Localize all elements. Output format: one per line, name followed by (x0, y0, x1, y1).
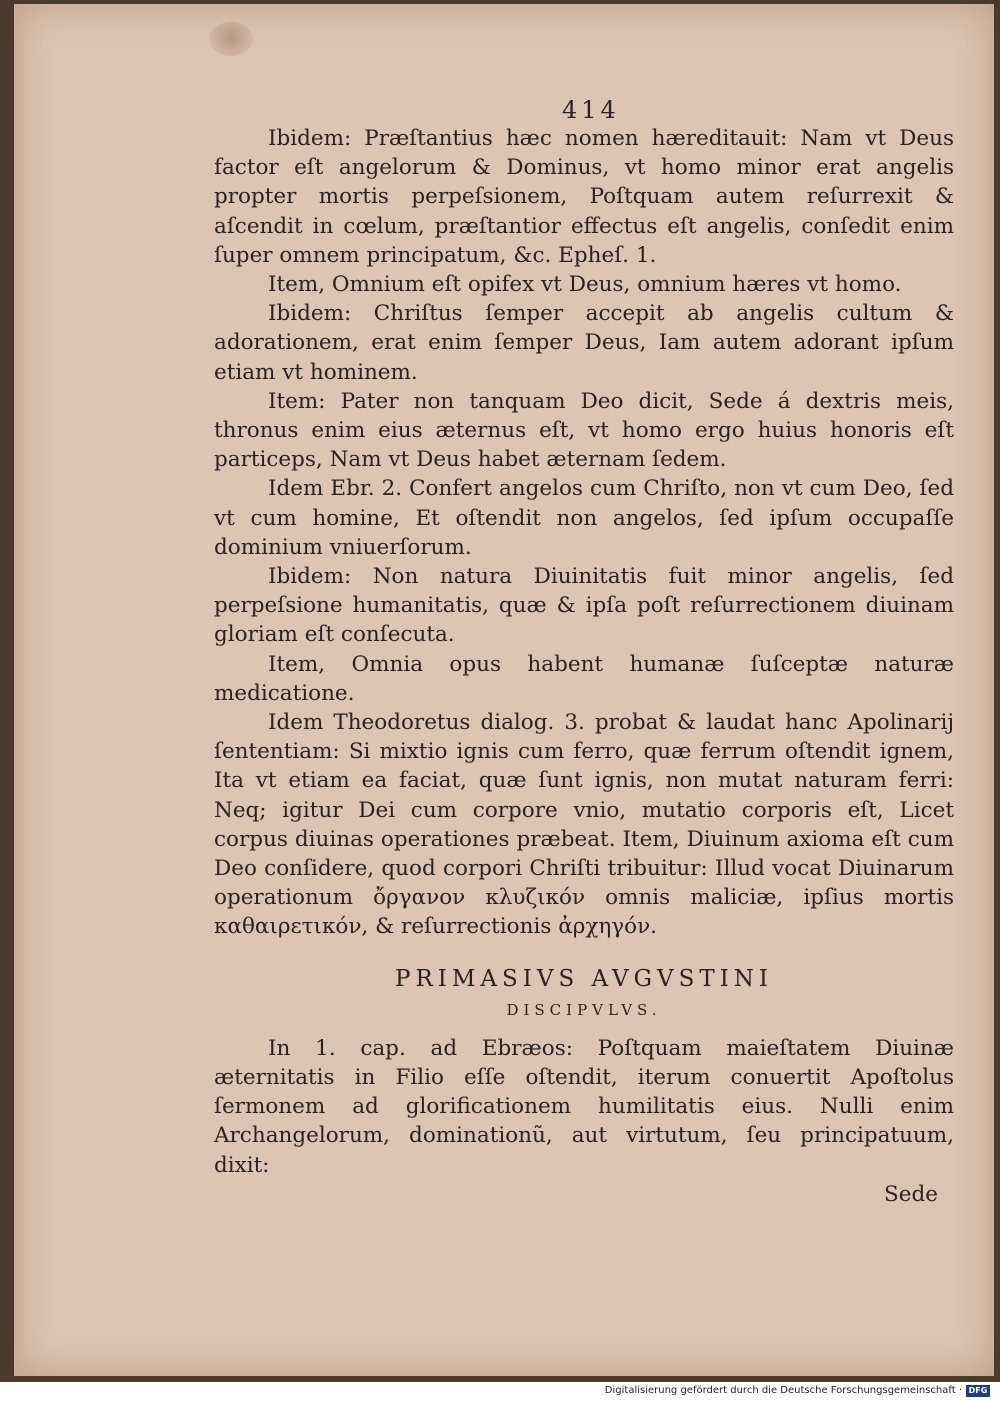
paragraph-6: Ibidem: Non natura Diuinitatis fuit minor angelis, ſed perpeſsione humanitatis, quæ & ipſa poſt reſurrectionem diuinam gloriam eſt conſecuta. (214, 564, 954, 648)
page-gutter-shadow (14, 4, 24, 1376)
page-number: 414 (562, 96, 620, 124)
ink-blot (209, 22, 253, 56)
paragraph-5: Idem Ebr. 2. Confert angelos cum Chriſto, non vt cum Deo, ſed vt cum homine, Et oſtendit non angelos, ſed ipſum occupaſſe dominium vniuerſorum. (214, 476, 954, 560)
dfg-logo-icon: DFG (966, 1385, 990, 1397)
paragraph-9: In 1. cap. ad Ebræos: Poſtquam maieſtatem Diuinæ æternitatis in Filio eſſe oſtendit, iterum conuertit Apoſtolus ſermonem ad glorificationem humilitatis eius. Nulli enim Archangelorum, dominationũ, aut virtutum, ſeu principatuum, dixit: (214, 1035, 954, 1178)
page-text (214, 124, 954, 1209)
digitization-credit: Digitalisierung gefördert durch die Deutsche Forschungsgemeinschaft · (604, 1385, 962, 1396)
section-subheading: DISCIPVLVS. (506, 1000, 662, 1019)
catchword: Sede (884, 1181, 938, 1207)
paragraph-3: Ibidem: Chriſtus ſemper accepit ab angelis cultum & adorationem, erat enim ſemper Deus, Iam autem adorant ipſum etiam vt hominem. (214, 301, 954, 385)
paragraph-2: Item, Omnium eſt opifex vt Deus, omnium hæres vt homo. (268, 272, 902, 298)
paragraph-7: Item, Omnia opus habent humanæ ſuſceptæ naturæ medicatione. (214, 651, 954, 706)
paragraph-4: Item: Pater non tanquam Deo dicit, Sede á dextris meis, thronus enim eius æternus eſt, vt homo ergo huius honoris eſt particeps, Nam vt Deus habet æternam ſedem. (214, 388, 954, 473)
section-heading: PRIMASIVS AVGVSTINI (394, 965, 773, 992)
footer-bar (0, 1382, 1000, 1401)
paragraph-1: Ibidem: Præſtantius hæc nomen hæreditauit: Nam vt Deus factor eſt angelorum & Dominus, vt homo minor erat angelis propter mortis perpeſsionem, Poſtquam autem reſurrexit & aſcendit in cœlum, præſtantior effectus eſt angelis, conſedit enim ſuper omnem principatum, &c. Epheſ. 1. (214, 126, 954, 268)
paragraph-8: Idem Theodoretus dialog. 3. probat & laudat hanc Apolinarij ſententiam: Si mixtio ignis cum ferro, quæ ferrum oſtendit ignem, Ita vt etiam ea faciat, quæ ſunt ignis, non mutat naturam ferri: Neq; igitur Dei cum corpore vnio, mutatio corporis eſt, Licet corpus diuinas operationes præbeat. Item, Diuinum axioma eſt cum Deo conſidere, quod corpori Chriſti tribuitur: Illud vocat Diuinarum operationum ὄργανον κλυζικόν omnis maliciæ, ipſius mortis καθαιρετικόν, & reſurrectionis ἀρχηγόν. (214, 710, 954, 940)
